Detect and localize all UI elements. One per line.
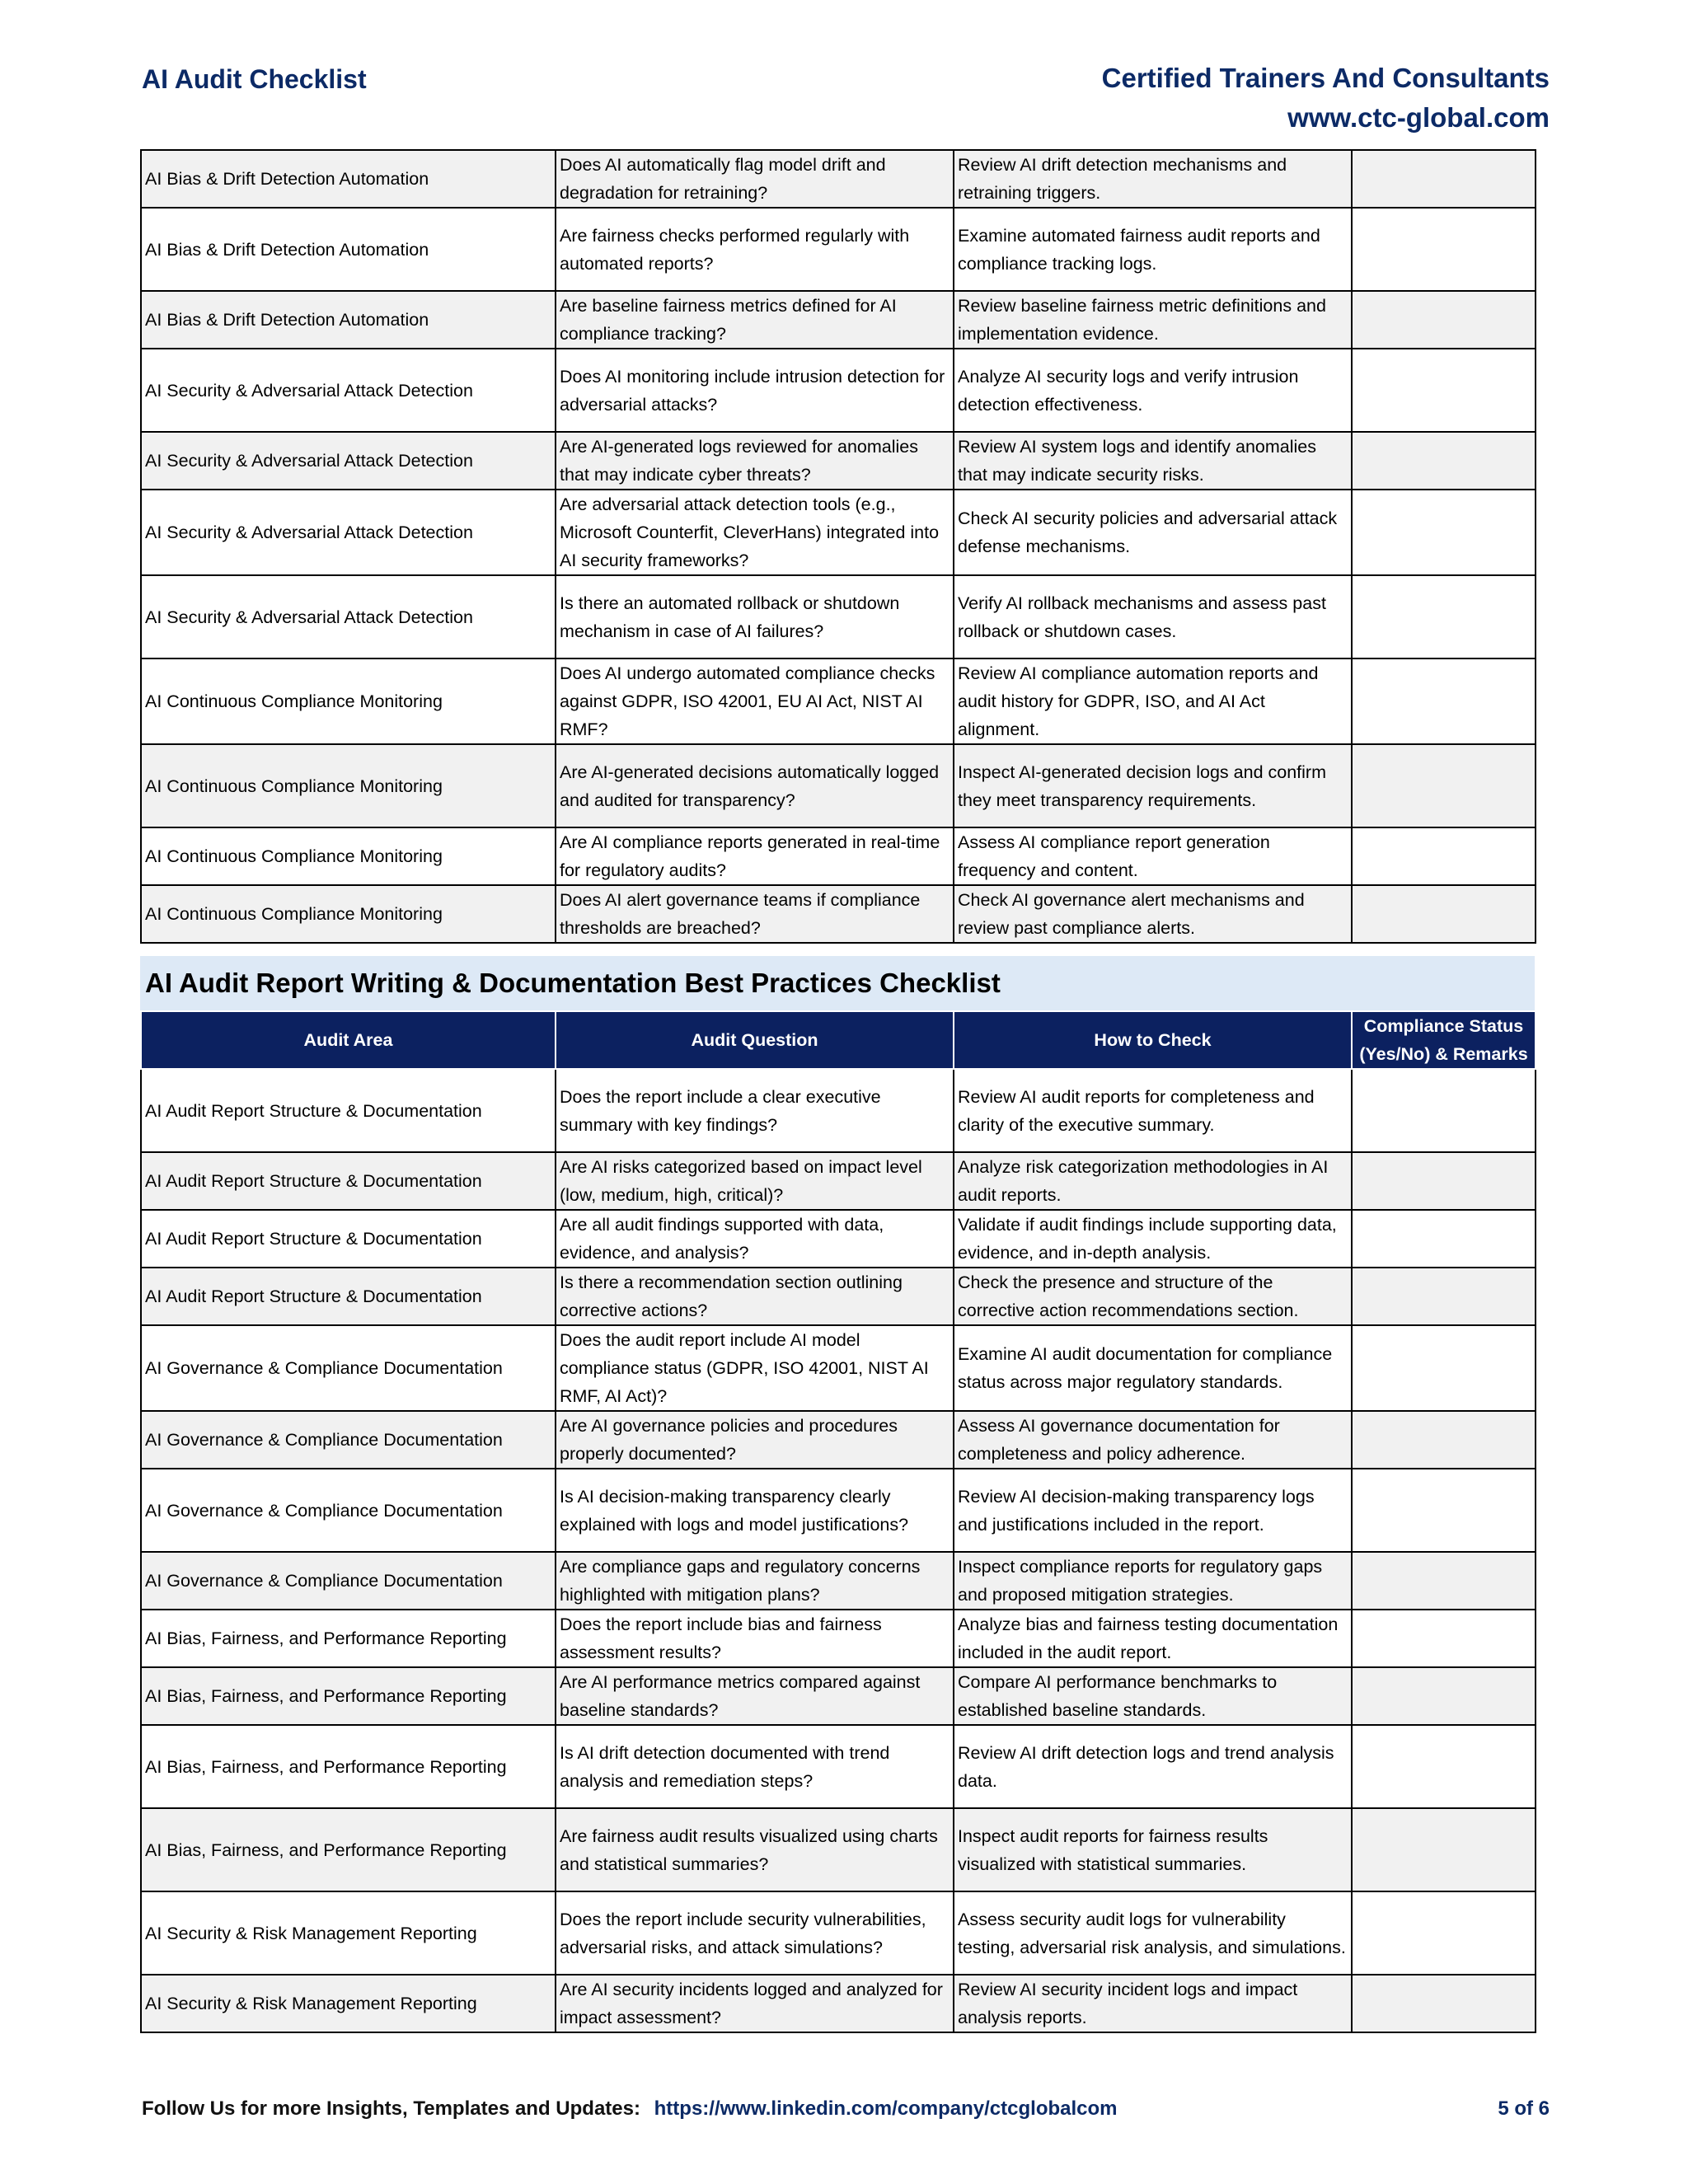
- linkedin-link[interactable]: https://www.linkedin.com/company/ctcglobalcom: [654, 2097, 1118, 2120]
- audit-area-cell: AI Continuous Compliance Monitoring: [141, 885, 556, 943]
- audit-question-cell: Are AI-generated decisions automatically logged and audited for transparency?: [556, 744, 954, 827]
- how-to-check-cell: Inspect compliance reports for regulatory gaps and proposed mitigation strategies.: [954, 1552, 1352, 1610]
- table-row: [141, 1469, 1536, 1552]
- table-row: [141, 1610, 1536, 1667]
- compliance-status-cell[interactable]: [1352, 1975, 1536, 2032]
- audit-area-cell: AI Bias, Fairness, and Performance Reporting: [141, 1725, 556, 1808]
- how-to-check-cell: Review AI compliance automation reports and audit history for GDPR, ISO, and AI Act alignment.: [954, 658, 1352, 744]
- audit-area-cell: AI Security & Risk Management Reporting: [141, 1975, 556, 2032]
- how-to-check-cell: Examine automated fairness audit reports and compliance tracking logs.: [954, 208, 1352, 291]
- how-to-check-cell: Review AI drift detection mechanisms and retraining triggers.: [954, 150, 1352, 208]
- header-how-to-check: How to Check: [954, 1011, 1352, 1069]
- compliance-status-cell[interactable]: [1352, 349, 1536, 432]
- audit-area-cell: AI Bias & Drift Detection Automation: [141, 291, 556, 349]
- page-number: 5 of 6: [1498, 2097, 1550, 2120]
- audit-area-cell: AI Audit Report Structure & Documentation: [141, 1152, 556, 1210]
- audit-area-cell: AI Audit Report Structure & Documentation: [141, 1210, 556, 1268]
- table-row: [141, 291, 1536, 349]
- footer: [142, 2097, 1118, 2121]
- audit-area-cell: AI Bias, Fairness, and Performance Reporting: [141, 1610, 556, 1667]
- audit-question-cell: Are AI performance metrics compared against baseline standards?: [556, 1667, 954, 1725]
- audit-area-cell: AI Security & Adversarial Attack Detection: [141, 432, 556, 490]
- compliance-status-cell[interactable]: [1352, 150, 1536, 208]
- compliance-status-cell[interactable]: [1352, 1552, 1536, 1610]
- how-to-check-cell: Assess security audit logs for vulnerability testing, adversarial risk analysis, and simulations.: [954, 1891, 1352, 1975]
- header-audit-question: Audit Question: [556, 1011, 954, 1069]
- table-row: [141, 1325, 1536, 1411]
- audit-question-cell: Does the report include bias and fairness assessment results?: [556, 1610, 954, 1667]
- best-practices-section: [140, 956, 1535, 2033]
- audit-question-cell: Is AI decision-making transparency clearly explained with logs and model justifications?: [556, 1469, 954, 1552]
- audit-question-cell: Does AI alert governance teams if compliance thresholds are breached?: [556, 885, 954, 943]
- header-compliance-status: Compliance Status (Yes/No) & Remarks: [1352, 1011, 1536, 1069]
- audit-question-cell: Does AI undergo automated compliance checks against GDPR, ISO 42001, EU AI Act, NIST AI RMF?: [556, 658, 954, 744]
- table-header-row: [141, 1011, 1536, 1069]
- compliance-status-cell[interactable]: [1352, 1268, 1536, 1325]
- table-row: [141, 1725, 1536, 1808]
- audit-question-cell: Are compliance gaps and regulatory concerns highlighted with mitigation plans?: [556, 1552, 954, 1610]
- table-row: [141, 208, 1536, 291]
- table-row: [141, 658, 1536, 744]
- audit-area-cell: AI Security & Risk Management Reporting: [141, 1891, 556, 1975]
- audit-question-cell: Does AI monitoring include intrusion detection for adversarial attacks?: [556, 349, 954, 432]
- how-to-check-cell: Review baseline fairness metric definitions and implementation evidence.: [954, 291, 1352, 349]
- footer-follow-text: Follow Us for more Insights, Templates and Updates:: [142, 2097, 640, 2120]
- audit-area-cell: AI Governance & Compliance Documentation: [141, 1325, 556, 1411]
- audit-area-cell: AI Audit Report Structure & Documentation: [141, 1069, 556, 1152]
- company-name: Certified Trainers And Consultants: [1101, 63, 1550, 93]
- audit-question-cell: Does AI automatically flag model drift and degradation for retraining?: [556, 150, 954, 208]
- table-row: [141, 1069, 1536, 1152]
- audit-question-cell: Are all audit findings supported with data, evidence, and analysis?: [556, 1210, 954, 1268]
- table-row: [141, 1667, 1536, 1725]
- compliance-status-cell[interactable]: [1352, 1210, 1536, 1268]
- how-to-check-cell: Inspect AI-generated decision logs and confirm they meet transparency requirements.: [954, 744, 1352, 827]
- how-to-check-cell: Validate if audit findings include supporting data, evidence, and in-depth analysis.: [954, 1210, 1352, 1268]
- how-to-check-cell: Assess AI governance documentation for completeness and policy adherence.: [954, 1411, 1352, 1469]
- compliance-status-cell[interactable]: [1352, 1152, 1536, 1210]
- audit-area-cell: AI Security & Adversarial Attack Detection: [141, 490, 556, 575]
- audit-area-cell: AI Governance & Compliance Documentation: [141, 1552, 556, 1610]
- compliance-status-cell[interactable]: [1352, 490, 1536, 575]
- compliance-status-cell[interactable]: [1352, 208, 1536, 291]
- audit-question-cell: Does the report include security vulnerabilities, adversarial risks, and attack simulations?: [556, 1891, 954, 1975]
- section-title: AI Audit Report Writing & Documentation Best Practices Checklist: [140, 956, 1535, 1010]
- audit-question-cell: Are baseline fairness metrics defined for AI compliance tracking?: [556, 291, 954, 349]
- compliance-status-cell[interactable]: [1352, 1325, 1536, 1411]
- compliance-status-cell[interactable]: [1352, 1725, 1536, 1808]
- table-row: [141, 432, 1536, 490]
- table-row: [141, 744, 1536, 827]
- compliance-status-cell[interactable]: [1352, 291, 1536, 349]
- compliance-status-cell[interactable]: [1352, 575, 1536, 658]
- document-title: AI Audit Checklist: [142, 64, 367, 94]
- table-row: [141, 1411, 1536, 1469]
- audit-area-cell: AI Audit Report Structure & Documentation: [141, 1268, 556, 1325]
- how-to-check-cell: Review AI audit reports for completeness and clarity of the executive summary.: [954, 1069, 1352, 1152]
- audit-question-cell: Are adversarial attack detection tools (e.g., Microsoft Counterfit, CleverHans) integrated into AI security frameworks?: [556, 490, 954, 575]
- compliance-status-cell[interactable]: [1352, 1411, 1536, 1469]
- compliance-status-cell[interactable]: [1352, 744, 1536, 827]
- how-to-check-cell: Inspect audit reports for fairness results visualized with statistical summaries.: [954, 1808, 1352, 1891]
- audit-question-cell: Is AI drift detection documented with trend analysis and remediation steps?: [556, 1725, 954, 1808]
- compliance-status-cell[interactable]: [1352, 885, 1536, 943]
- compliance-status-cell[interactable]: [1352, 827, 1536, 885]
- table-row: [141, 1808, 1536, 1891]
- table-row: [141, 575, 1536, 658]
- header-audit-area: Audit Area: [141, 1011, 556, 1069]
- how-to-check-cell: Review AI security incident logs and impact analysis reports.: [954, 1975, 1352, 2032]
- table-row: [141, 1975, 1536, 2032]
- compliance-status-cell[interactable]: [1352, 1610, 1536, 1667]
- company-website[interactable]: www.ctc-global.com: [1287, 102, 1550, 133]
- audit-area-cell: AI Bias, Fairness, and Performance Reporting: [141, 1667, 556, 1725]
- how-to-check-cell: Verify AI rollback mechanisms and assess past rollback or shutdown cases.: [954, 575, 1352, 658]
- table-row: [141, 885, 1536, 943]
- compliance-status-cell[interactable]: [1352, 1069, 1536, 1152]
- compliance-status-cell[interactable]: [1352, 1469, 1536, 1552]
- audit-area-cell: AI Security & Adversarial Attack Detection: [141, 575, 556, 658]
- audit-question-cell: Are AI-generated logs reviewed for anomalies that may indicate cyber threats?: [556, 432, 954, 490]
- how-to-check-cell: Review AI system logs and identify anomalies that may indicate security risks.: [954, 432, 1352, 490]
- how-to-check-cell: Check AI governance alert mechanisms and review past compliance alerts.: [954, 885, 1352, 943]
- how-to-check-cell: Analyze risk categorization methodologies in AI audit reports.: [954, 1152, 1352, 1210]
- how-to-check-cell: Check the presence and structure of the corrective action recommendations section.: [954, 1268, 1352, 1325]
- how-to-check-cell: Analyze bias and fairness testing documentation included in the audit report.: [954, 1610, 1352, 1667]
- audit-question-cell: Does the audit report include AI model compliance status (GDPR, ISO 42001, NIST AI RMF, AI Act)?: [556, 1325, 954, 1411]
- audit-question-cell: Are AI governance policies and procedures properly documented?: [556, 1411, 954, 1469]
- compliance-status-cell[interactable]: [1352, 432, 1536, 490]
- table-row: [141, 490, 1536, 575]
- audit-area-cell: AI Security & Adversarial Attack Detection: [141, 349, 556, 432]
- audit-area-cell: AI Bias, Fairness, and Performance Reporting: [141, 1808, 556, 1891]
- how-to-check-cell: Analyze AI security logs and verify intrusion detection effectiveness.: [954, 349, 1352, 432]
- table-row: [141, 1210, 1536, 1268]
- table-row: [141, 827, 1536, 885]
- audit-area-cell: AI Governance & Compliance Documentation: [141, 1411, 556, 1469]
- table-row: [141, 1268, 1536, 1325]
- compliance-status-cell[interactable]: [1352, 658, 1536, 744]
- table-row: [141, 150, 1536, 208]
- audit-question-cell: Is there an automated rollback or shutdown mechanism in case of AI failures?: [556, 575, 954, 658]
- table-row: [141, 1891, 1536, 1975]
- audit-question-cell: Are fairness checks performed regularly with automated reports?: [556, 208, 954, 291]
- audit-area-cell: AI Continuous Compliance Monitoring: [141, 744, 556, 827]
- table-row: [141, 1552, 1536, 1610]
- checklist-table-continued: [140, 149, 1536, 944]
- how-to-check-cell: Review AI decision-making transparency logs and justifications included in the report.: [954, 1469, 1352, 1552]
- compliance-status-cell[interactable]: [1352, 1808, 1536, 1891]
- how-to-check-cell: Compare AI performance benchmarks to established baseline standards.: [954, 1667, 1352, 1725]
- audit-question-cell: Is there a recommendation section outlining corrective actions?: [556, 1268, 954, 1325]
- audit-question-cell: Are fairness audit results visualized using charts and statistical summaries?: [556, 1808, 954, 1891]
- audit-area-cell: AI Bias & Drift Detection Automation: [141, 208, 556, 291]
- audit-question-cell: Does the report include a clear executive summary with key findings?: [556, 1069, 954, 1152]
- table-row: [141, 349, 1536, 432]
- audit-question-cell: Are AI compliance reports generated in real-time for regulatory audits?: [556, 827, 954, 885]
- how-to-check-cell: Examine AI audit documentation for compliance status across major regulatory standards.: [954, 1325, 1352, 1411]
- audit-question-cell: Are AI risks categorized based on impact level (low, medium, high, critical)?: [556, 1152, 954, 1210]
- how-to-check-cell: Assess AI compliance report generation frequency and content.: [954, 827, 1352, 885]
- audit-area-cell: AI Continuous Compliance Monitoring: [141, 658, 556, 744]
- compliance-status-cell[interactable]: [1352, 1667, 1536, 1725]
- audit-question-cell: Are AI security incidents logged and analyzed for impact assessment?: [556, 1975, 954, 2032]
- audit-area-cell: AI Continuous Compliance Monitoring: [141, 827, 556, 885]
- audit-area-cell: AI Governance & Compliance Documentation: [141, 1469, 556, 1552]
- how-to-check-cell: Review AI drift detection logs and trend analysis data.: [954, 1725, 1352, 1808]
- how-to-check-cell: Check AI security policies and adversarial attack defense mechanisms.: [954, 490, 1352, 575]
- compliance-status-cell[interactable]: [1352, 1891, 1536, 1975]
- table-row: [141, 1152, 1536, 1210]
- best-practices-table: [140, 1010, 1536, 2033]
- audit-area-cell: AI Bias & Drift Detection Automation: [141, 150, 556, 208]
